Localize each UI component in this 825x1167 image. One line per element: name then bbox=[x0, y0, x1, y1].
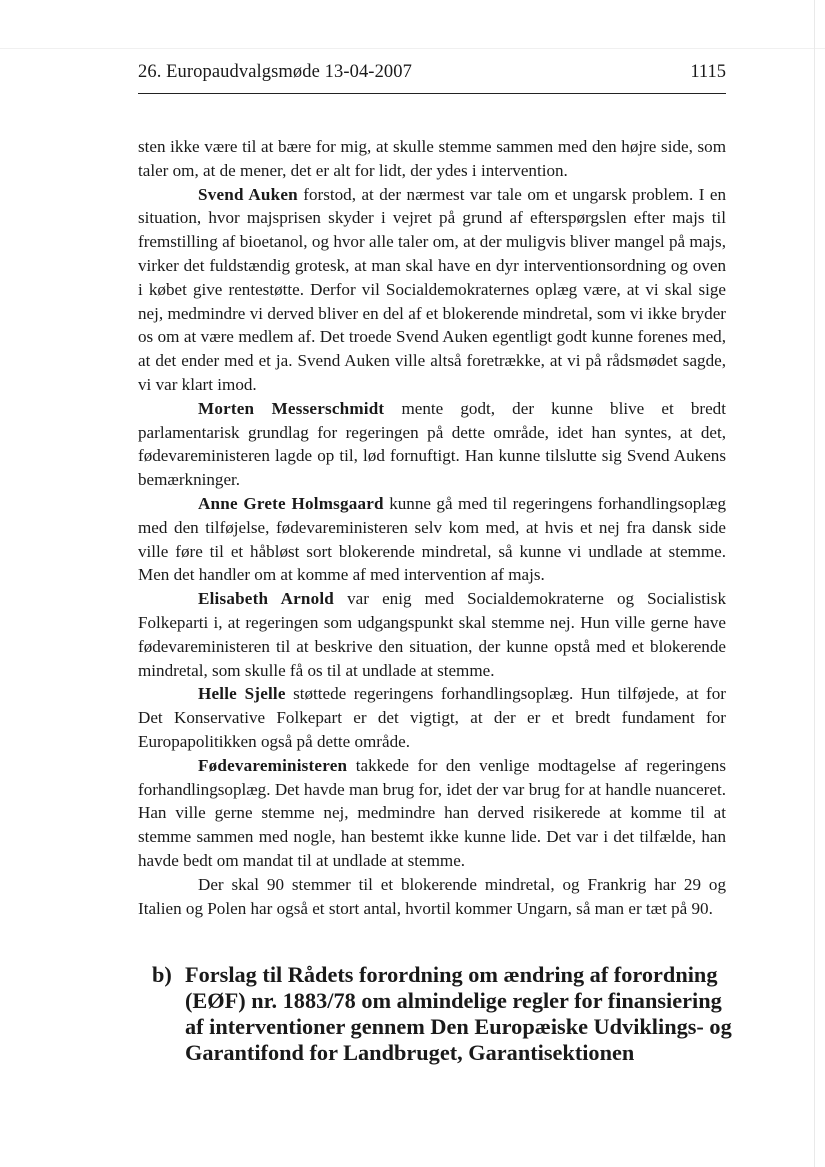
paragraph-text: støttede regeringens forhandlingsoplæg. Hun tilføjede, at for Det Konservative Folkepart er det vigtigt, at der er et bredt fundament for Europapolitikken også på dette område. bbox=[138, 684, 726, 751]
paragraph-continuation bbox=[138, 135, 726, 183]
paragraph-elisabeth-arnold bbox=[138, 587, 726, 682]
paragraph-anne-grete-holmsgaard bbox=[138, 492, 726, 587]
speaker-name: Elisabeth Arnold bbox=[198, 589, 335, 609]
paragraph-text: kunne gå med til regeringens forhandlingsoplæg med den tilføjelse, fødevareministeren selv kom med, at hvis et nej fra dansk side ville føre til et håbløst sort blokerende mindretal, så kunne vi undlade at stemme. Men det handler om at komme af med intervention af majs. bbox=[138, 493, 727, 585]
paragraph-helle-sjelle bbox=[138, 682, 726, 753]
speaker-name: Anne Grete Holmsgaard bbox=[198, 493, 384, 513]
scan-edge-top bbox=[0, 48, 825, 49]
agenda-item-heading bbox=[152, 962, 732, 1066]
speaker-name: Helle Sjelle bbox=[198, 684, 286, 704]
paragraph-text: mente godt, der kunne blive et bredt parlamentarisk grundlag for regeringen på dette område, idet han syntes, at det, fødevareministeren lagde op til, lød fornuftigt. Han kunne tilslutte sig Svend Aukens bemærkninger. bbox=[138, 398, 726, 490]
meeting-title: 26. Europaudvalgsmøde 13-04-2007 bbox=[138, 62, 412, 82]
paragraph-text: sten ikke være til at bære for mig, at skulle stemme sammen med den højre side, som taler om, at de mener, det er alt for lidt, der ydes i intervention. bbox=[138, 137, 726, 180]
speaker-name: Fødevareministeren bbox=[198, 755, 348, 775]
paragraph-text: var enig med Socialdemokraterne og Socialistisk Folkeparti i, at regeringen som udgangspunkt skal stemme nej. Hun ville gerne have fødevareministeren til at beskrive den situation, der kunne opstå med et blokerende mindretal, som skulle få os til at undlade at stemme. bbox=[138, 589, 727, 680]
minutes-body bbox=[138, 135, 726, 920]
paragraph-foedevareministeren bbox=[138, 754, 726, 873]
paragraph-text: forstod, at der nærmest var tale om et ungarsk problem. I en situation, hvor majsprisen skyder i vejret på grund af efterspørgslen efter majs til fremstilling af bioetanol, og hvor alle taler om, at der muligvis bliver mangel på majs, virker det fuldstændig grotesk, at man skal have en dyr interventionsordning og oven i købet give rentestøtte. Derfor vil Socialdemokraternes oplæg være, at vi skal sige nej, medmindre vi derved bliver en del af et blokerende mindretal, som vi ikke bryder os om at være medlem af. Det troede Svend Auken egentligt godt kunne forenes med, at det ender med et ja. Svend Auken ville altså foretrække, at vi på rådsmødet sagde, vi var klart imod. bbox=[138, 184, 726, 394]
page-number: 1115 bbox=[690, 62, 726, 82]
paragraph-morten-messerschmidt bbox=[138, 397, 726, 492]
paragraph-votes bbox=[138, 873, 726, 921]
agenda-item-title: Forslag til Rådets forordning om ændring af forordning (EØF) nr. 1883/78 om almindelige regler for finansiering af interventioner gennem Den Europæiske Udviklings- og Garantifond for Landbruget, Garantisektionen bbox=[185, 962, 732, 1065]
paragraph-text: takkede for den venlige modtagelse af regeringens forhandlingsoplæg. Det havde man brug for, idet der var brug for at handle nuanceret. Han ville gerne stemme nej, medmindre han derved risikerede at komme til at stemme sammen med nogle, han bestemt ikke kunne lide. Det var i det tilfælde, han havde bedt om mandat til at undlade at stemme. bbox=[138, 755, 726, 870]
agenda-item-label: b) bbox=[152, 962, 172, 987]
paragraph-text: Der skal 90 stemmer til et blokerende mindretal, og Frankrig har 29 og Italien og Polen har også et stort antal, hvortil kommer Ungarn, så man er tæt på 90. bbox=[138, 874, 726, 918]
speaker-name: Svend Auken bbox=[198, 184, 298, 204]
paragraph-svend-auken bbox=[138, 183, 726, 397]
page-header bbox=[138, 58, 726, 94]
scan-edge-right bbox=[814, 0, 815, 1167]
speaker-name: Morten Messerschmidt bbox=[198, 398, 385, 418]
